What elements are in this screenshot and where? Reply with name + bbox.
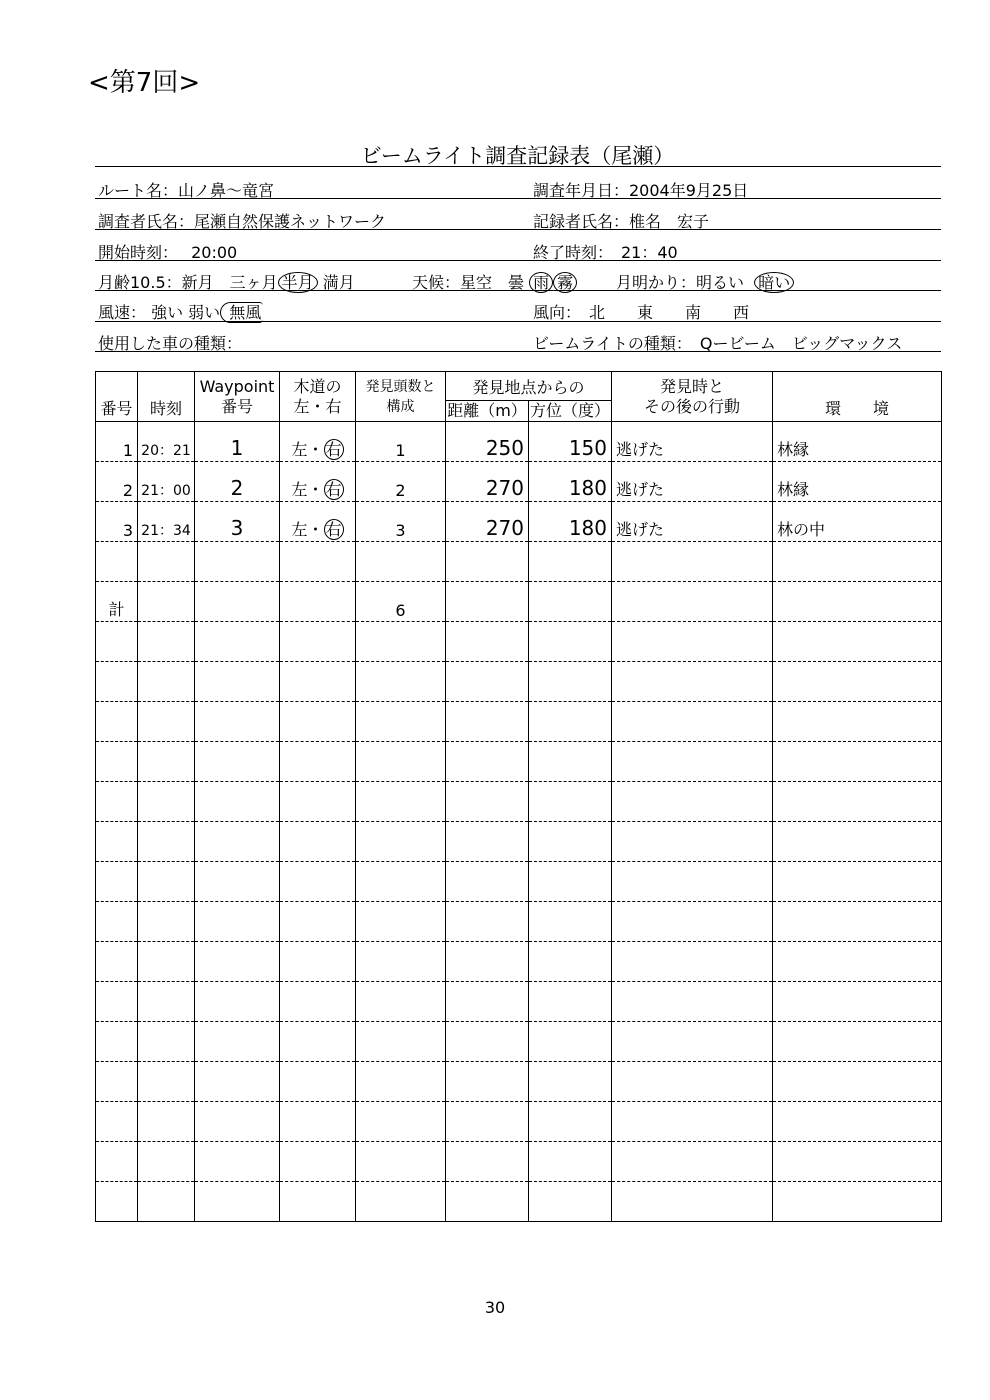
cell-side: 左・ 右 — [280, 502, 356, 542]
form-title: ビームライト調査記録表（尾瀬） — [360, 144, 675, 168]
table-row — [96, 702, 942, 742]
header-boardwalk — [280, 372, 356, 422]
cell-bearing: 150 — [529, 422, 612, 462]
header-count — [356, 372, 446, 422]
table-row — [96, 982, 942, 1022]
header-distance: 距離（m） — [446, 401, 529, 421]
wind-speed-field — [98, 300, 263, 323]
moon-age-label: 月齢10.5：新月 三ヶ月 — [98, 273, 278, 292]
cell-count: 1 — [356, 422, 446, 462]
cell-time: 21：00 — [138, 462, 195, 502]
end-time-field: 終了時刻： 21：40 — [533, 243, 678, 262]
page-number: 30 — [484, 1298, 506, 1317]
vehicle-field: 使用した車の種類： — [98, 334, 243, 353]
header-boardwalk-bottom: 左・右 — [293, 396, 342, 416]
header-boardwalk-top: 木道の — [293, 376, 342, 396]
table-row — [96, 1142, 942, 1182]
route-field: ルート名：山ノ鼻～竜宮 — [98, 181, 275, 200]
moon-half-circled: 半月 — [278, 272, 318, 293]
cell-no: 3 — [96, 502, 138, 542]
rule — [95, 321, 941, 322]
table-row — [96, 1102, 942, 1142]
rule — [95, 290, 941, 291]
table-row — [96, 742, 942, 782]
header-waypoint-bottom: 番号 — [220, 396, 253, 416]
header-count-bottom: 構成 — [386, 398, 415, 415]
table-row — [96, 822, 942, 862]
weather-fog-circled: 霧 — [553, 272, 577, 293]
cell-waypoint: 3 — [195, 502, 280, 542]
cell-action: 逃げた — [612, 462, 773, 502]
cell-count: 2 — [356, 462, 446, 502]
cell-count: 3 — [356, 502, 446, 542]
cell-distance: 250 — [446, 422, 529, 462]
total-label: 計 — [96, 582, 138, 622]
wind-speed-label: 風速： 強い 弱い — [98, 303, 221, 322]
cell-side: 左・ 右 — [280, 462, 356, 502]
table-row — [96, 782, 942, 822]
table-row — [96, 1022, 942, 1062]
table-row — [96, 1182, 942, 1222]
header-count-top: 発見頭数と — [365, 378, 436, 395]
light-type-field: ビームライトの種類： Qービーム ビッグマックス — [533, 334, 903, 353]
side-right-circled: 右 — [325, 440, 342, 459]
cell-distance: 270 — [446, 502, 529, 542]
header-bearing: 方位（度） — [530, 401, 611, 420]
cell-environment: 林の中 — [773, 502, 942, 542]
cell-time: 21：34 — [138, 502, 195, 542]
moonlight-label: 月明かり：明るい — [616, 273, 745, 292]
survey-table — [95, 371, 942, 1222]
cell-environment: 林縁 — [773, 462, 942, 502]
cell-bearing: 180 — [529, 502, 612, 542]
wind-calm-circled: 無風 — [220, 302, 263, 323]
table-row — [96, 422, 942, 462]
header-action-top: 発見時と — [660, 376, 725, 396]
weather-rain-circled: 雨 — [529, 272, 553, 293]
rule — [95, 198, 941, 199]
session-label: <第7回> — [88, 68, 201, 98]
cell-time: 20：21 — [138, 422, 195, 462]
table-row — [96, 542, 942, 582]
surveyor-field: 調査者氏名：尾瀬自然保護ネットワーク — [98, 212, 387, 231]
rule — [95, 260, 941, 261]
start-time-field: 開始時刻： 20:00 — [98, 243, 238, 262]
table-header-row — [96, 372, 942, 422]
side-right-circled: 右 — [325, 520, 342, 539]
table-row — [96, 502, 942, 542]
rule — [95, 351, 941, 352]
header-time: 時刻 — [138, 372, 195, 422]
recorder-field: 記録者氏名：椎名 宏子 — [533, 212, 710, 231]
moonlight-dark-circled: 暗い — [754, 272, 794, 293]
header-environment: 環 境 — [773, 372, 942, 422]
cell-no: 2 — [96, 462, 138, 502]
table-row — [96, 622, 942, 662]
cell-side: 左・ 右 — [280, 422, 356, 462]
cell-action: 逃げた — [612, 502, 773, 542]
header-waypoint-top: Waypoint — [199, 376, 275, 396]
total-row — [96, 582, 942, 622]
table-row — [96, 902, 942, 942]
header-from-point — [446, 372, 612, 422]
weather-label: 天候：星空 曇 — [412, 273, 525, 292]
cell-waypoint: 2 — [195, 462, 280, 502]
moon-full: 満月 — [322, 273, 355, 292]
table-row — [96, 1062, 942, 1102]
cell-action: 逃げた — [612, 422, 773, 462]
header-action — [612, 372, 773, 422]
wind-direction-field: 風向： 北 東 南 西 — [533, 303, 750, 322]
header-waypoint — [195, 372, 280, 422]
cell-bearing: 180 — [529, 462, 612, 502]
table-row — [96, 462, 942, 502]
date-field: 調査年月日：2004年9月25日 — [533, 181, 749, 200]
cell-waypoint: 1 — [195, 422, 280, 462]
header-subhead — [446, 400, 611, 421]
table-row — [96, 662, 942, 702]
table-row — [96, 942, 942, 982]
rule — [95, 229, 941, 230]
side-right-circled: 右 — [325, 480, 342, 499]
total-count: 6 — [356, 582, 446, 622]
cell-distance: 270 — [446, 462, 529, 502]
cell-environment: 林縁 — [773, 422, 942, 462]
header-from-point-label: 発見地点からの — [472, 378, 585, 397]
header-action-bottom: その後の行動 — [644, 396, 741, 416]
cell-no: 1 — [96, 422, 138, 462]
rule — [95, 166, 941, 167]
table-row — [96, 862, 942, 902]
header-no: 番号 — [96, 372, 138, 422]
